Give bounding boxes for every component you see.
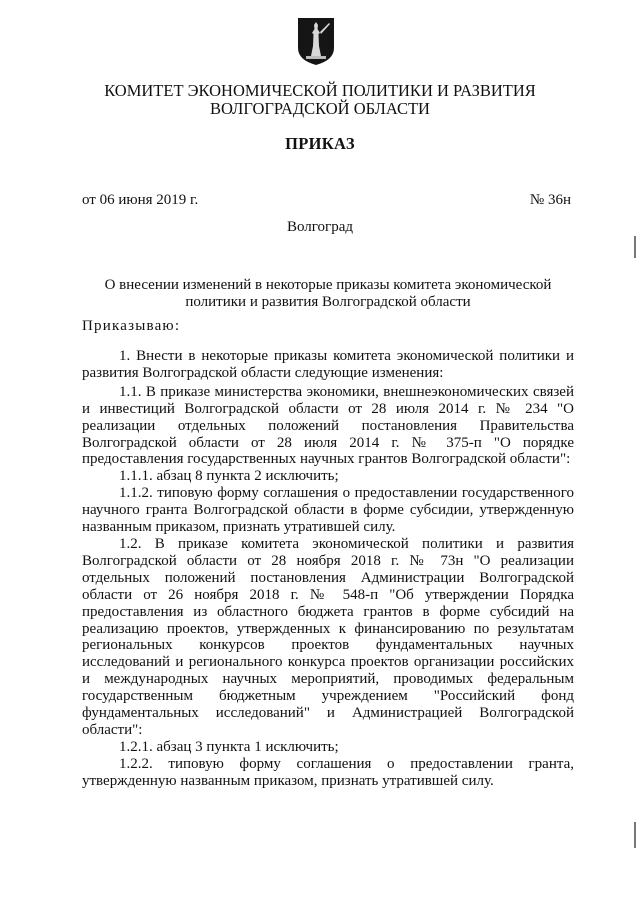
org-line-2: ВОЛГОГРАДСКОЙ ОБЛАСТИ [210,99,430,118]
scan-edge-mark [634,236,636,258]
paragraph-1-2-2: 1.2.2. типовую форму соглашения о предоставлении гранта, утвержденную названным приказом, признать утратившей силу. [82,755,574,789]
order-body [82,348,574,790]
order-city: Волгоград [286,219,353,235]
paragraph-1-1: 1.1. В приказе министерства экономики, внешнеэкономических связей и инвестиций Волгоградской области от 28 июля 2014 г. № 234 "О реализации отдельных положений постановления Правительства Волгоградской области от 28 июля 2014 г. № 375-п "О порядке предоставления государственных научных грантов Волгоградской области": [82,383,574,468]
subject-line-2: политики и развития Волгоградской области [185,294,471,310]
order-number: № 36н [529,192,571,208]
paragraph-1-2-1: 1.2.1. абзац 3 пункта 1 исключить; [119,738,339,755]
document-type-title: ПРИКАЗ [285,134,355,153]
subject-line-1: О внесении изменений в некоторые приказы комитета экономической [104,277,552,293]
order-date: от 06 июня 2019 г. [82,192,199,208]
order-subject [82,277,574,311]
paragraph-1-2: 1.2. В приказе комитета экономической политики и развития Волгоградской области от 28 ноября 2018 г. № 73н "О реализации отдельных положений постановления Администрации Волгоградской области от 26 ноября 2018 г. № 548-п "Об утверждении Порядка предоставления из областного бюджета грантов в форме субсидий на реализацию проектов, утвержденных к финансированию по результатам региональных конкурсов проектов фундаментальных научных исследований и регионального конкурса проектов организации российских и международных научных мероприятий, проводимых федеральным государственным бюджетным учреждением "Российский фонд фундаментальных исследований" и Администрацией Волгоградской области": [82,535,574,738]
coat-of-arms-icon [296,16,336,66]
paragraph-1-1-2: 1.1.2. типовую форму соглашения о предоставлении государственного научного гранта Волгоградской области в форме субсидии, утвержденную названным приказом, признать утратившей силу. [82,485,574,536]
scan-edge-mark [634,822,636,848]
org-line-1: КОМИТЕТ ЭКОНОМИЧЕСКОЙ ПОЛИТИКИ И РАЗВИТИЯ [104,81,536,100]
paragraph-1: 1. Внести в некоторые приказы комитета экономической политики и развития Волгоградской области следующие изменения: [82,348,574,381]
issuing-organization [60,82,580,118]
paragraph-1-1-1: 1.1.1. абзац 8 пункта 2 исключить; [119,468,339,485]
decree-word: Приказываю: [82,318,181,334]
